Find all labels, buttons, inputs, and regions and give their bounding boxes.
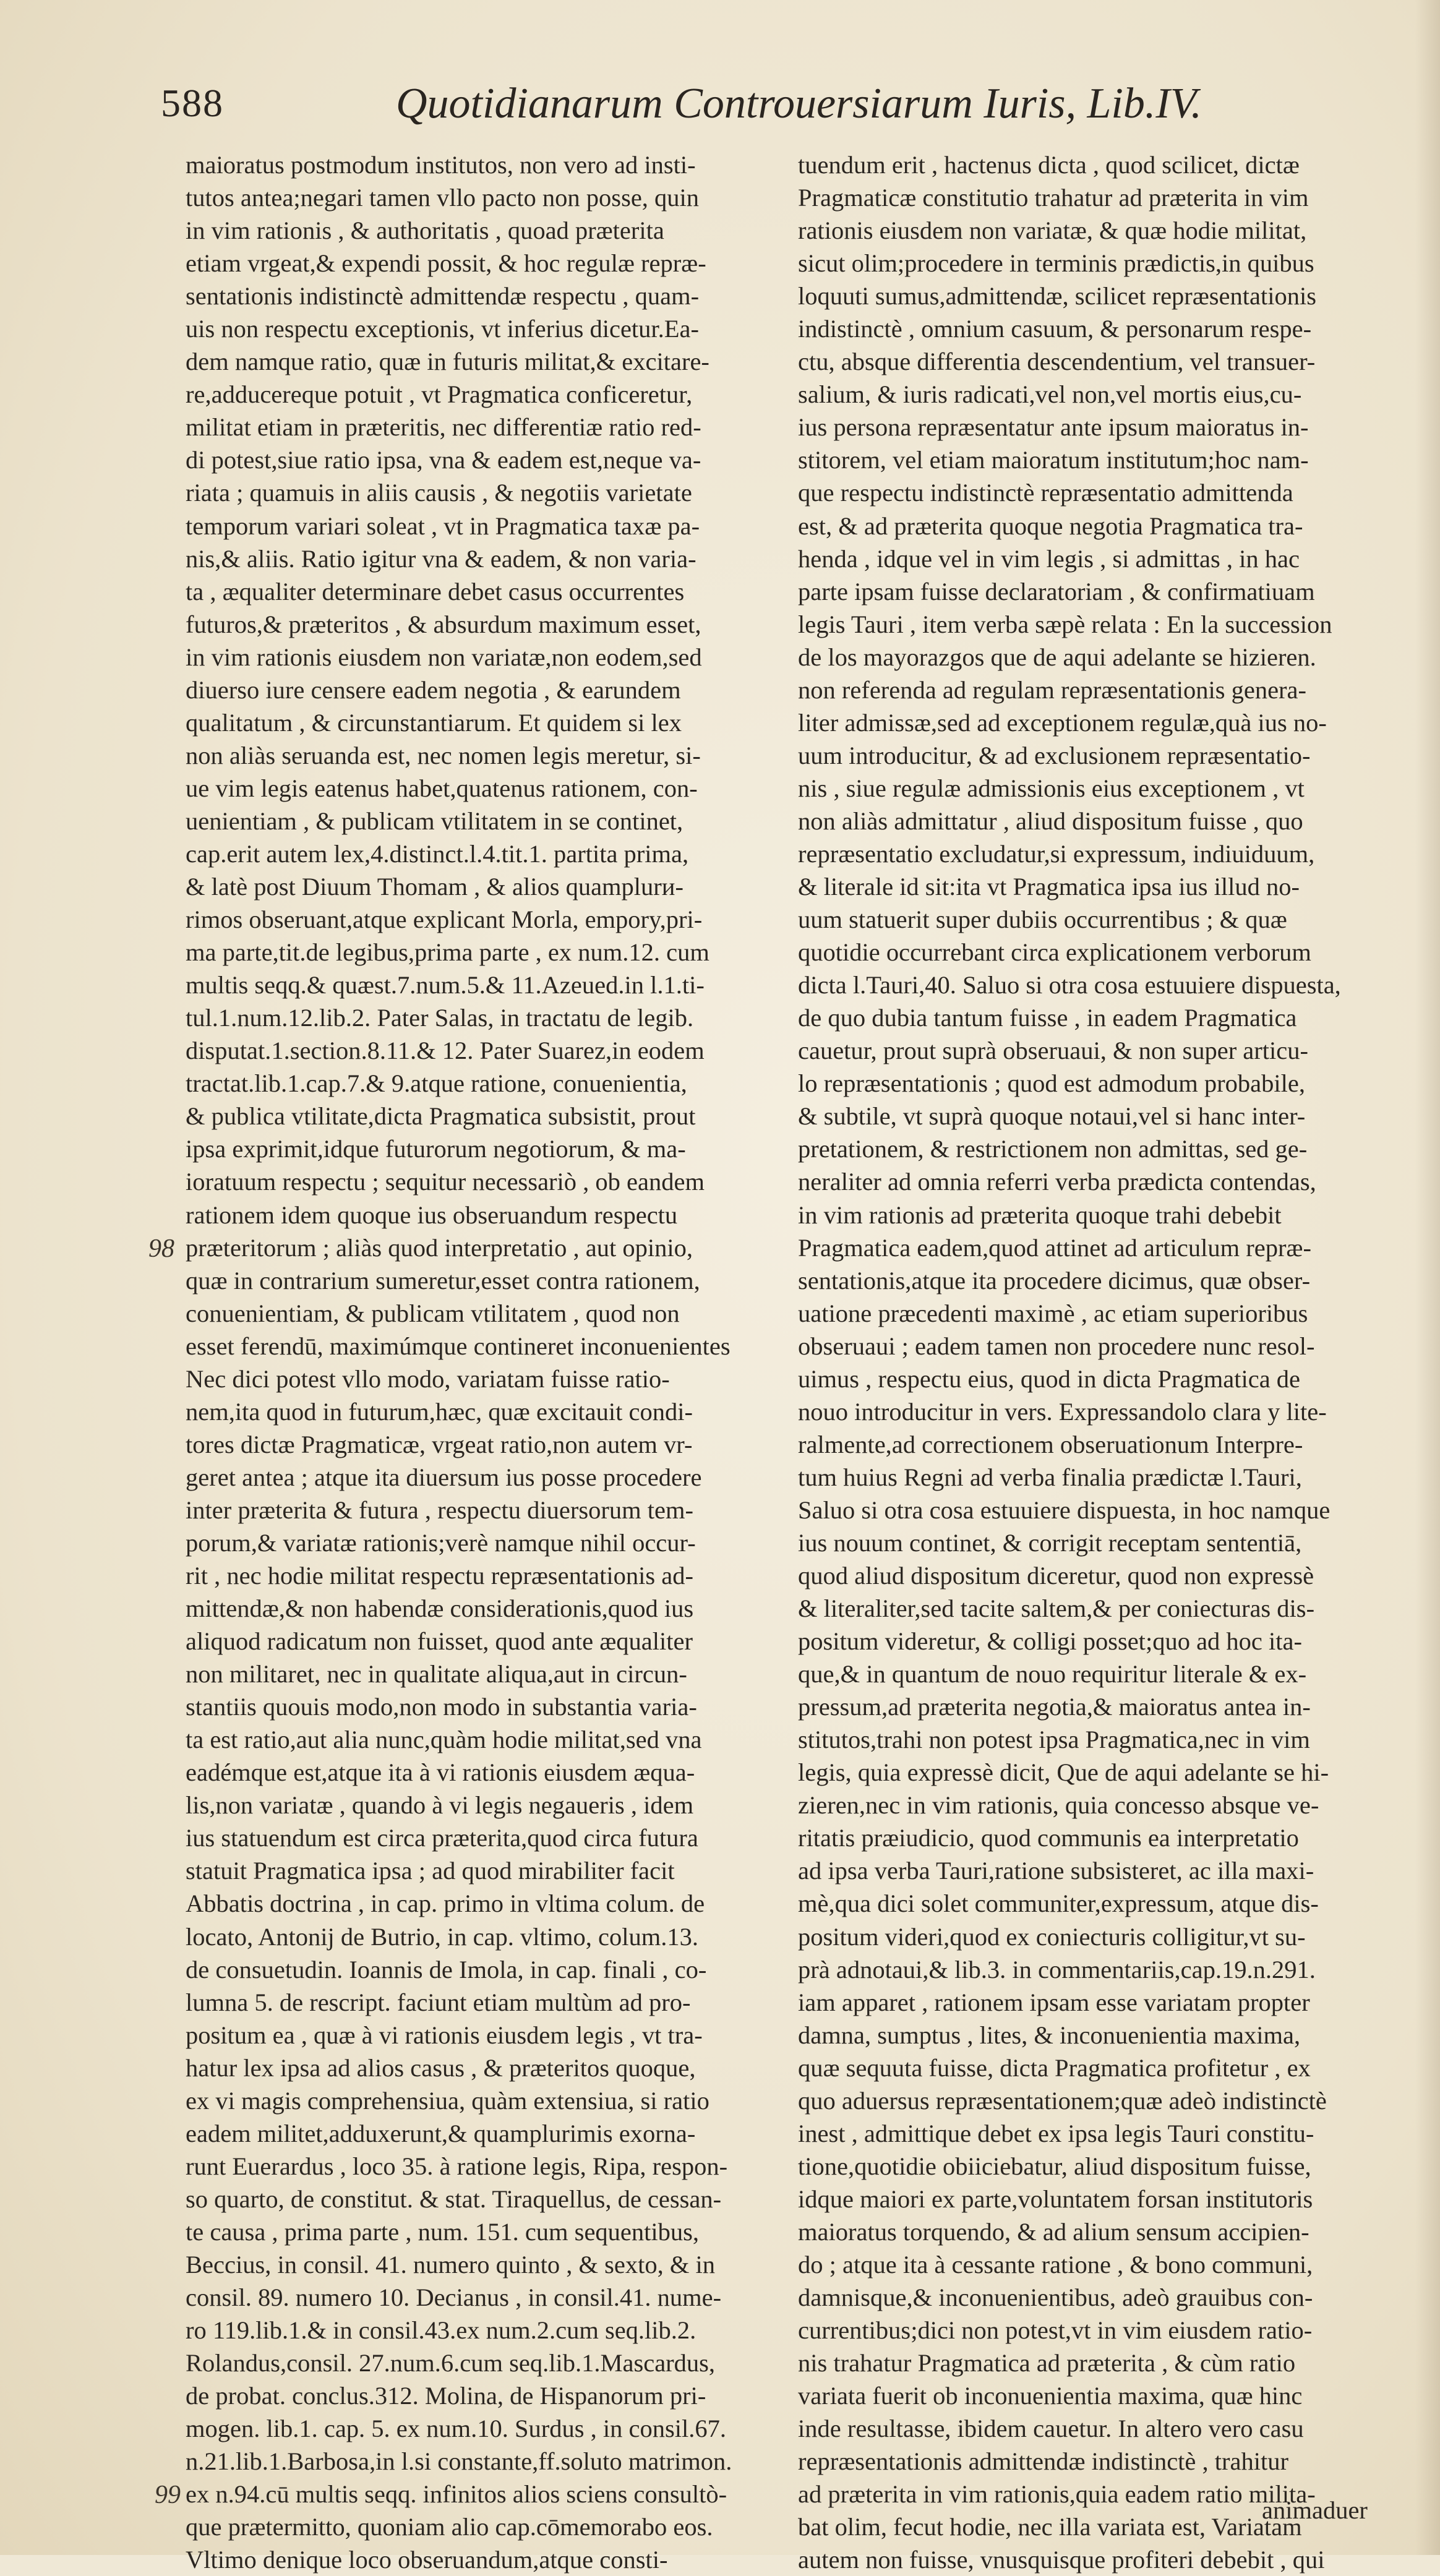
text-line: & latè post Diuum Thomam , & alios quamplurи- — [186, 873, 684, 901]
text-line: Abbatis doctrina , in cap. primo in vltima colum. de — [186, 1889, 705, 1918]
margin-note-99: 99 — [155, 2481, 181, 2509]
text-line: tuendum erit , hactenus dicta , quod scilicet, dictæ — [798, 151, 1300, 179]
text-line: pressum,ad præterita negotia,& maioratus antea in- — [798, 1693, 1311, 1721]
text-line: do ; atque ita à cessante ratione , & bono communi, — [798, 2251, 1313, 2279]
text-line: est, & ad præterita quoque negotia Pragmatica tra- — [798, 511, 1303, 540]
text-line: maioratus postmodum institutos, non vero ad insti- — [186, 151, 696, 179]
text-line: tores dictæ Pragmaticæ, vrgeat ratio,non autem vr- — [186, 1430, 693, 1458]
text-line: positum videri,quod ex coniecturis colligitur,vt su- — [798, 1922, 1306, 1951]
text-line: quæ sequuta fuisse, dicta Pragmatica profitetur , ex — [798, 2053, 1311, 2082]
text-line: tum huius Regni ad verba finalia prædictæ l.Tauri, — [798, 1463, 1302, 1491]
text-line: liter admissæ,sed ad exceptionem regulæ,quà ius no- — [798, 708, 1327, 737]
text-line: salium, & iuris radicati,vel non,vel mortis eius,cu- — [798, 380, 1302, 409]
text-line: ta , æqualiter determinare debet casus occurrentes — [186, 577, 685, 605]
text-line: rit , nec hodie militat respectu repræsentationis ad- — [186, 1562, 693, 1590]
text-line: & subtile, vt suprà quoque notaui,vel si hanc inter- — [798, 1102, 1306, 1131]
text-line: Vltimo denique loco obseruandum,atque consti- — [186, 2546, 668, 2574]
text-line: di potest,siue ratio ipsa, vna & eadem est,neque va- — [186, 446, 701, 474]
text-line: rimos obseruant,atque explicant Morla, empory,pri- — [186, 905, 703, 934]
text-line: mè,qua dici solet communiter,expressum, atque dis- — [798, 1889, 1319, 1918]
text-line: uis non respectu exceptionis, vt inferius dicetur.Ea- — [186, 315, 700, 343]
text-line: geret antea ; atque ita diuersum ius posse procedere — [186, 1463, 702, 1491]
text-line: nis trahatur Pragmatica ad præterita , & cùm ratio — [798, 2349, 1296, 2377]
text-line: ta est ratio,aut alia nunc,quàm hodie militat,sed vna — [186, 1726, 702, 1754]
text-line: de los mayorazgos que de aqui adelante se hizieren. — [798, 643, 1316, 671]
text-line: loquuti sumus,admittendæ, scilicet repræsentationis — [798, 282, 1317, 310]
text-line: hatur lex ipsa ad alios casus , & præteritos quoque, — [186, 2053, 696, 2082]
text-line: quæ in contrarium sumeretur,esset contra rationem, — [186, 1266, 700, 1294]
text-line: riata ; quamuis in aliis causis , & negotiis varietate — [186, 479, 692, 507]
text-line: ad præterita in vim rationis,quia eadem ratio milita- — [798, 2480, 1316, 2509]
text-line: nem,ita quod in futurum,hæc, quæ excitauit condi- — [186, 1397, 693, 1426]
text-line: ioratuum respectu ; sequitur necessariò , ob eandem — [186, 1168, 705, 1196]
text-line: & publica vtilitate,dicta Pragmatica subsistit, prout — [186, 1102, 696, 1131]
text-line: non aliàs admittatur , aliud dispositum fuisse , quo — [798, 807, 1303, 835]
text-line: neraliter ad omnia referri verba prædicta contendas, — [798, 1168, 1316, 1196]
text-line: qualitatum , & circunstantiarum. Et quidem si lex — [186, 708, 682, 737]
text-line: repræsentatio excludatur,si expressum, indiuiduum, — [798, 839, 1315, 868]
right-text-column — [798, 148, 1404, 2576]
text-line: parte ipsam fuisse declaratoriam , & confirmatiuam — [798, 577, 1315, 605]
text-line: quod aliud dispositum diceretur, quod non expressè — [798, 1562, 1314, 1590]
text-line: cap.erit autem lex,4.distinct.l.4.tit.1. partita prima, — [186, 839, 689, 868]
text-line: damna, sumptus , lites, & inconuenientia maxima, — [798, 2021, 1301, 2049]
text-line: ue vim legis eatenus habet,quatenus rationem, con- — [186, 774, 698, 802]
text-line: que,& in quantum de nouo requiritur literale & ex- — [798, 1660, 1307, 1688]
text-line: futuros,& præteritos , & absurdum maximum esset, — [186, 610, 701, 638]
text-line: sentationis,atque ita procedere dicimus, quæ obser- — [798, 1266, 1311, 1294]
running-title: Quotidianarum Controuersiarum Iuris, Lib.IV. — [396, 80, 1202, 127]
text-line: esset ferendū, maximúmque contineret inconuenientes — [186, 1332, 731, 1360]
text-line: uimus , respectu eius, quod in dicta Pragmatica de — [798, 1364, 1301, 1393]
text-line: uenientiam , & publicam vtilitatem in se continet, — [186, 807, 684, 835]
text-line: n.21.lib.1.Barbosa,in l.si constante,ff.soluto matrimon. — [186, 2447, 732, 2476]
text-line: que respectu indistinctè repræsentatio admittenda — [798, 479, 1293, 507]
text-line: Pragmatica eadem,quod attinet ad articulum repræ- — [798, 1233, 1311, 1262]
text-line: tractat.lib.1.cap.7.& 9.atque ratione, conuenientia, — [186, 1069, 687, 1098]
catchword: animaduer — [1262, 2496, 1368, 2524]
text-line: obseruaui ; eadem tamen non procedere nunc resol- — [798, 1332, 1315, 1360]
text-line: Saluo si otra cosa estuuiere dispuesta, in hoc namque — [798, 1496, 1331, 1524]
text-line: quotidie occurrebant circa explicationem verborum — [798, 938, 1311, 967]
text-line: zieren,nec in vim rationis, quia concesso absque ve- — [798, 1791, 1319, 1820]
text-line: lumna 5. de rescript. faciunt etiam multùm ad pro- — [186, 1988, 691, 2016]
text-line: ritatis præiudicio, quod communis ea interpretatio — [798, 1824, 1299, 1852]
text-line: non militaret, nec in qualitate aliqua,aut in circun- — [186, 1660, 687, 1688]
text-line: nouo introducitur in vers. Expressandolo clara y lite- — [798, 1397, 1327, 1426]
text-line: que prætermitto, quoniam alio cap.cōmemorabo eos. — [186, 2513, 713, 2541]
text-line: aliquod radicatum non fuisset, quod ante æqualiter — [186, 1627, 693, 1656]
text-line: dem namque ratio, quæ in futuris militat,& excitare- — [186, 348, 709, 376]
text-line: cauetur, prout suprà obseruaui, & non super articu- — [798, 1037, 1308, 1065]
text-line: autem non fuisse, vnusquisque profiteri debebit , qui — [798, 2546, 1325, 2574]
text-line: eadémque est,atque ita à vi rationis eiusdem æqua- — [186, 1758, 695, 1787]
text-line: damnisque,& inconuenientibus, adeò grauibus con- — [798, 2283, 1313, 2312]
text-line: Beccius, in consil. 41. numero quinto , & sexto, & in — [186, 2251, 716, 2279]
text-line: lis,non variatæ , quando à vi legis negaueris , idem — [186, 1791, 694, 1820]
text-line: inter præterita & futura , respectu diuersorum tem- — [186, 1496, 693, 1524]
text-line: non referenda ad regulam repræsentationis genera- — [798, 675, 1307, 704]
text-line: ma parte,tit.de legibus,prima parte , ex num.12. cum — [186, 938, 709, 967]
text-line: ctu, absque differentia descendentium, vel transuer- — [798, 348, 1316, 376]
text-line: rationis eiusdem non variatæ, & quæ hodie militat, — [798, 216, 1307, 245]
text-line: quo aduersus repræsentationem;quæ adeò indistinctè — [798, 2086, 1327, 2115]
text-line: ralmente,ad correctionem obseruationum Interpre- — [798, 1430, 1303, 1458]
text-line: in vim rationis , & authoritatis , quoad præterita — [186, 216, 664, 245]
text-line: stitutos,trahi non potest ipsa Pragmatica,nec in vim — [798, 1726, 1310, 1754]
text-line: conuenientiam, & publicam vtilitatem , quod non — [186, 1299, 680, 1327]
text-line: sentationis indistinctè admittendæ respectu , quam- — [186, 282, 700, 310]
text-line: nis , siue regulæ admissionis eius exceptionem , vt — [798, 774, 1305, 802]
text-line: Pragmaticæ constitutio trahatur ad præterita in vim — [798, 184, 1309, 212]
text-line: in vim rationis eiusdem non variatæ,non eodem,sed — [186, 643, 702, 671]
text-line: sicut olim;procedere in terminis prædictis,in quibus — [798, 249, 1314, 278]
text-line: disputat.1.section.8.11.& 12. Pater Suarez,in eodem — [186, 1037, 705, 1065]
text-line: te causa , prima parte , num. 151. cum sequentibus, — [186, 2217, 700, 2246]
text-line: tione,quotidie obiiciebatur, aliud dispositum fuisse, — [798, 2152, 1311, 2180]
text-line: stitorem, vel etiam maioratum institutum;hoc nam- — [798, 446, 1309, 474]
margin-note-98: 98 — [148, 1235, 174, 1263]
text-line: re,adducereque potuit , vt Pragmatica conficeretur, — [186, 380, 693, 409]
text-line: temporum variari soleat , vt in Pragmatica taxæ pa- — [186, 511, 700, 540]
text-line: pretationem, & restrictionem non admittas, sed ge- — [798, 1135, 1308, 1163]
text-line: stantiis quouis modo,non modo in substantia varia- — [186, 1693, 697, 1721]
text-line: indistinctè , omnium casuum, & personarum respe- — [798, 315, 1312, 343]
text-line: & literale id sit:ita vt Pragmatica ipsa ius illud no- — [798, 873, 1300, 901]
text-line: locato, Antonij de Butrio, in cap. vltimo, colum.13. — [186, 1922, 699, 1951]
page-header — [161, 74, 1336, 142]
text-line: inest , admittique debet ex ipsa legis Tauri constitu- — [798, 2119, 1314, 2147]
text-line: legis Tauri , item verba sæpè relata : En la succession — [798, 610, 1332, 638]
text-line: inde resultasse, ibidem cauetur. In altero vero casu — [798, 2415, 1304, 2443]
text-line: etiam vrgeat,& expendi possit, & hoc regulæ repræ- — [186, 249, 706, 278]
text-line: ex n.94.cū multis seqq. infinitos alios sciens consultò- — [186, 2480, 727, 2509]
text-line: in vim rationis ad præterita quoque trahi debebit — [798, 1200, 1282, 1229]
text-line: multis seqq.& quæst.7.num.5.& 11.Azeued.in l.1.ti- — [186, 971, 705, 999]
text-line: de consuetudin. Ioannis de Imola, in cap. finali , co- — [186, 1955, 707, 1983]
text-line: præteritorum ; aliàs quod interpretatio , aut opinio, — [186, 1233, 693, 1262]
text-line: legis, quia expressè dicit, Que de aqui adelante se hi- — [798, 1758, 1329, 1787]
text-line: ius persona repræsentatur ante ipsum maioratus in- — [798, 413, 1309, 442]
text-line: Nec dici potest vllo modo, variatam fuisse ratio- — [186, 1364, 670, 1393]
text-line: currentibus;dici non potest,vt in vim eiusdem ratio- — [798, 2316, 1313, 2345]
text-line: ad ipsa verba Tauri,ratione subsisteret, ac illa maxi- — [798, 1857, 1314, 1885]
text-line: Rolandus,consil. 27.num.6.cum seq.lib.1.Mascardus, — [186, 2349, 716, 2377]
text-line: non aliàs seruanda est, nec nomen legis meretur, si- — [186, 741, 701, 769]
text-line: militat etiam in præteritis, nec differentiæ ratio red- — [186, 413, 701, 442]
text-line: idque maiori ex parte,voluntatem forsan institutoris — [798, 2184, 1313, 2213]
text-line: ex vi magis comprehensiua, quàm extensiua, si ratio — [186, 2086, 709, 2115]
left-text-column — [186, 148, 798, 2576]
text-line: variata fuerit ob inconuenientia maxima, quæ hinc — [798, 2382, 1303, 2410]
text-line: bat olim, fecut hodie, nec illa variata est, Variatam — [798, 2513, 1302, 2541]
page-number: 588 — [161, 81, 224, 125]
text-line: maioratus torquendo, & ad alium sensum accipien- — [798, 2217, 1309, 2246]
text-line: consil. 89. numero 10. Decianus , in consil.41. nume- — [186, 2283, 722, 2312]
text-line: mittendæ,& non habendæ considerationis,quod ius — [186, 1594, 694, 1623]
text-line: & literaliter,sed tacite saltem,& per coniecturas dis- — [798, 1594, 1315, 1623]
page-edge-shadow — [1415, 0, 1440, 2555]
text-line: henda , idque vel in vim legis , si admittas , in hac — [798, 544, 1300, 573]
text-line: uatione præcedenti maximè , ac etiam superioribus — [798, 1299, 1308, 1327]
text-line: ro 119.lib.1.& in consil.43.ex num.2.cum seq.lib.2. — [186, 2316, 696, 2345]
text-line: mogen. lib.1. cap. 5. ex num.10. Surdus , in consil.67. — [186, 2415, 727, 2443]
text-line: repræsentationis admittendæ indistinctè , trahitur — [798, 2447, 1288, 2476]
text-line: ipsa exprimit,idque futurorum negotiorum, & ma- — [186, 1135, 686, 1163]
text-line: ius statuendum est circa præterita,quod circa futura — [186, 1824, 698, 1852]
text-line: dicta l.Tauri,40. Saluo si otra cosa estuuiere dispuesta, — [798, 971, 1341, 999]
text-line: uum introducitur, & ad exclusionem repræsentatio- — [798, 741, 1311, 769]
text-line: lo repræsentationis ; quod est admodum probabile, — [798, 1069, 1305, 1098]
text-line: so quarto, de constitut. & stat. Tiraquellus, de cessan- — [186, 2184, 722, 2213]
text-line: statuit Pragmatica ipsa ; ad quod mirabiliter facit — [186, 1857, 675, 1885]
text-line: eadem militet,adduxerunt,& quamplurimis exorna- — [186, 2119, 696, 2147]
text-line: prà adnotaui,& lib.3. in commentariis,cap.19.n.291. — [798, 1955, 1316, 1983]
text-line: tutos antea;negari tamen vllo pacto non posse, quin — [186, 184, 700, 212]
text-line: nis,& aliis. Ratio igitur vna & eadem, & non varia- — [186, 544, 696, 573]
text-line: rationem idem quoque ius obseruandum respectu — [186, 1200, 678, 1229]
text-line: de quo dubia tantum fuisse , in eadem Pragmatica — [798, 1004, 1297, 1032]
text-line: positum ea , quæ à vi rationis eiusdem legis , vt tra- — [186, 2021, 703, 2049]
text-line: runt Euerardus , loco 35. à ratione legis, Ripa, respon- — [186, 2152, 728, 2180]
text-line: diuerso iure censere eadem negotia , & earundem — [186, 675, 681, 704]
text-line: iam apparet , rationem ipsam esse variatam propter — [798, 1988, 1310, 2016]
text-line: uum statuerit super dubiis occurrentibus ; & quæ — [798, 905, 1287, 934]
text-line: ius nouum continet, & corrigit receptam sententiā, — [798, 1528, 1302, 1557]
text-line: de probat. conclus.312. Molina, de Hispanorum pri- — [186, 2382, 706, 2410]
text-line: porum,& variatæ rationis;verè namque nihil occur- — [186, 1528, 696, 1557]
text-line: positum videretur, & colligi posset;quo ad hoc ita- — [798, 1627, 1302, 1656]
text-line: tul.1.num.12.lib.2. Pater Salas, in tractatu de legib. — [186, 1004, 694, 1032]
